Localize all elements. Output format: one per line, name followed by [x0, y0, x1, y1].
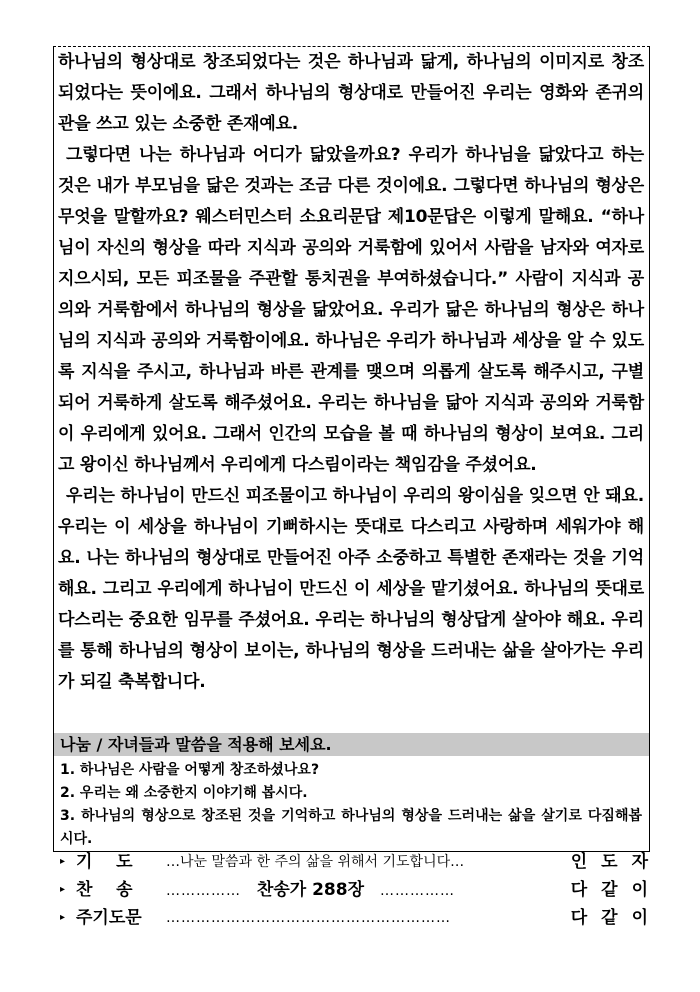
triangle-bullet-icon: ▸ [60, 884, 66, 895]
triangle-bullet-icon: ▸ [60, 912, 66, 923]
leader-dots: …………… [166, 883, 241, 899]
question-2: 2. 우리는 왜 소중한지 이야기해 봅시다. [60, 785, 308, 801]
question-3: 3. 하나님의 형상으로 창조된 것을 기억하고 하나님의 형상을 드러내는 삶을 살기로 다짐해봅시다. [60, 808, 642, 847]
order-row-hymn [60, 876, 662, 904]
share-questions [60, 759, 642, 851]
content-box [53, 46, 650, 852]
order-leader: 다같이 [570, 880, 662, 900]
order-label: 찬 송 [76, 880, 133, 900]
triangle-bullet-icon: ▸ [60, 856, 66, 867]
devotional-text [58, 47, 644, 698]
hymn-number: 찬송가 288장 [256, 880, 365, 900]
order-row-prayer [60, 848, 662, 876]
paragraph-2: 그렇다면 나는 하나님과 어디가 닮았을까요? 우리가 하나님을 닮았다고 하는 것은 내가 부모님을 닮은 것과는 조금 다른 것이에요. 그렇다면 하나님의 형상은 무엇을 말할까요? 웨스터민스터 소요리문답 제10문답은 이렇게 말해요. “하나님이 자신의 형상을 따라 지식과 공의와 거룩함에 있어서 사람을 남자와 여자로 지으시되, 모든 피조물을 주관할 통치권을 부여하셨습니다.” 사람이 지식과 공의와 거룩함에서 하나님의 형상을 닮았어요. 우리가 닮은 하나님의 형상은 하나님의 지식과 공의와 거룩함이에요. 하나님은 우리가 하나님과 세상을 알 수 있도록 지식을 주시고, 하나님과 바른 관계를 맺으며 의롭게 살도록 해주시고, 구별되어 거룩하게 살도록 해주셨어요. 우리는 하나님을 닮아 지식과 공의와 거룩함이 우리에게 있어요. 그래서 인간의 모습을 볼 때 하나님의 형상이 보여요. 그리고 왕이신 하나님께서 우리에게 다스림이라는 책임감을 주셨어요. [58, 145, 644, 475]
paragraph-3: 우리는 하나님이 만드신 피조물이고 하나님이 우리의 왕이심을 잊으면 안 돼요. 우리는 이 세상을 하나님이 기뻐하시는 뜻대로 다스리고 사랑하며 세워가야 해요. 나는 하나님의 형상대로 만들어진 아주 소중하고 특별한 존재라는 것을 기억해요. 그리고 우리에게 하나님이 만드신 이 세상을 맡기셨어요. 하나님의 뜻대로 다스리는 중요한 임무를 주셨어요. 우리는 하나님의 형상답게 살아야 해요. 우리를 통해 하나님의 형상이 보이는, 하나님의 형상을 드러내는 삶을 살아가는 우리가 되길 축복합니다. [58, 486, 644, 692]
order-description [166, 876, 550, 905]
order-description: ………………………………………………… [166, 910, 451, 926]
order-row-lords-prayer [60, 904, 662, 932]
order-label: 기 도 [76, 852, 133, 872]
order-leader: 인도자 [570, 852, 662, 872]
paragraph-1: 하나님의 형상대로 창조되었다는 것은 하나님과 닮게, 하나님의 이미지로 창조되었다는 뜻이에요. 그래서 하나님의 형상대로 만들어진 우리는 영화와 존귀의 관을 쓰고 있는 소중한 존재예요. [58, 52, 644, 134]
question-1: 1. 하나님은 사람을 어떻게 창조하셨나요? [60, 762, 320, 778]
order-leader: 다같이 [570, 908, 662, 928]
share-section-title: 나눔 / 자녀들과 말씀을 적용해 보세요. [54, 733, 649, 756]
order-description: …나눈 말씀과 한 주의 삶을 위해서 기도합니다… [166, 854, 465, 870]
order-label: 주기도문 [76, 908, 142, 928]
leader-dots: …………… [379, 883, 455, 899]
